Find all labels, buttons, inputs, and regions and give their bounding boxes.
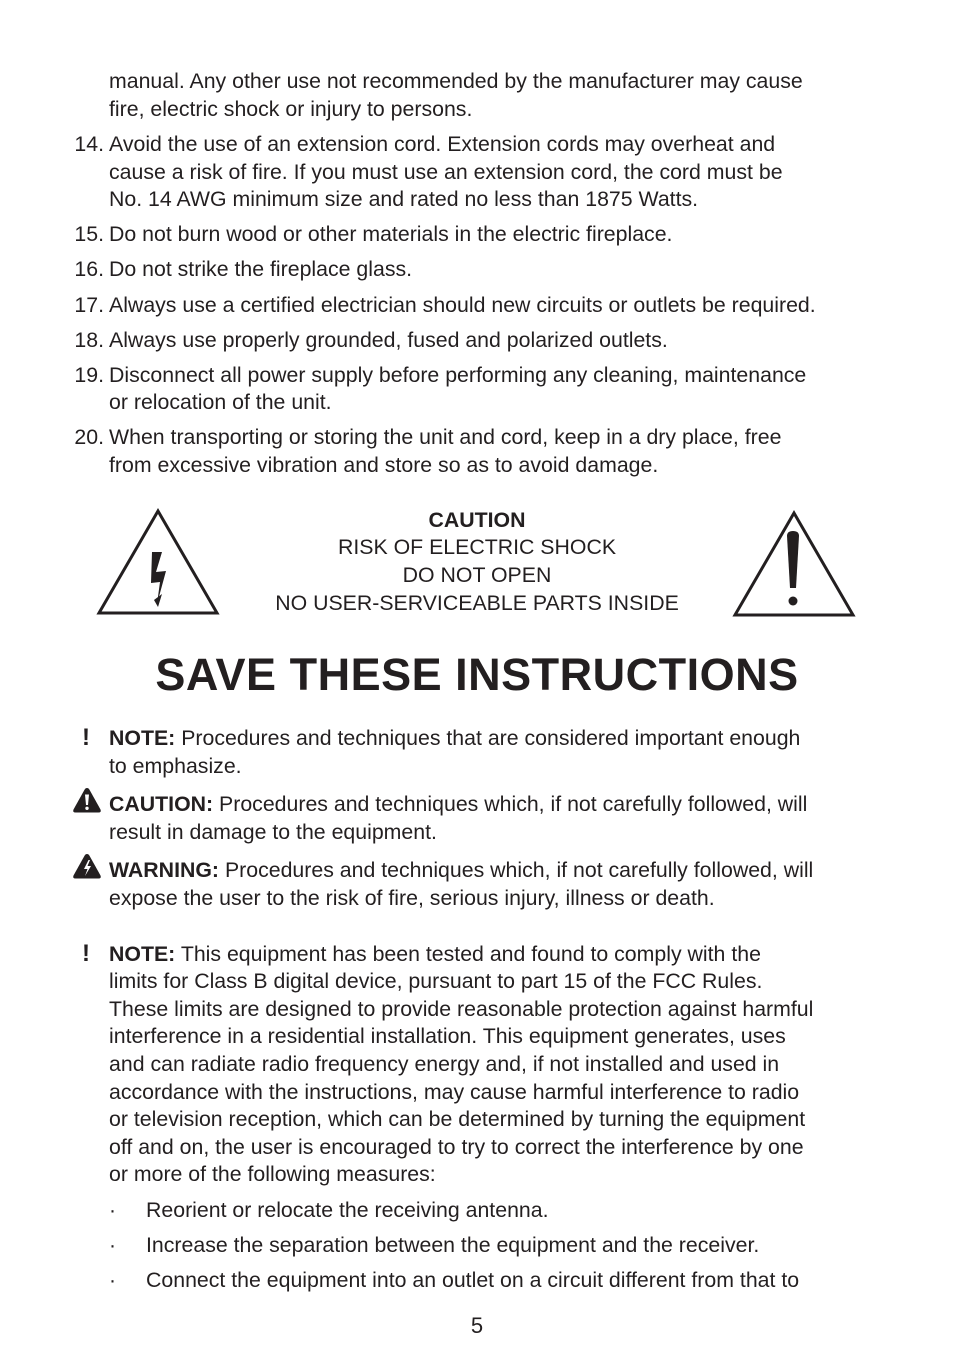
intro-line: manual. Any other use not recommended by the manufacturer may cause [109,69,803,93]
note-text: Procedures and techniques that are considered important enough [181,726,801,750]
item-line: Do not burn wood or other materials in the electric fireplace. [109,222,673,246]
legend-caution-line: result in damage to the equipment. [109,820,437,844]
fcc-note-text: This equipment has been tested and found to comply with the [180,942,761,966]
caution-text: Procedures and techniques which, if not carefully followed, will [219,792,808,816]
item-number: 16. [74,257,104,281]
item-line: from excessive vibration and store so as to avoid damage. [109,453,659,477]
item-number: 18. [74,328,104,352]
item-number: 15. [74,222,104,246]
item-line: or relocation of the unit. [109,390,332,414]
item-number: 17. [74,293,104,317]
item-line: Always use a certified electrician should new circuits or outlets be required. [109,293,816,317]
item-line: Always use properly grounded, fused and polarized outlets. [109,328,668,352]
caution-heading: CAUTION [428,508,526,532]
page-title: SAVE THESE INSTRUCTIONS [155,649,799,700]
fcc-note-label: NOTE: [109,942,176,966]
fcc-note-line: These limits are designed to provide reasonable protection against harmful [109,997,814,1021]
legend-warning-line [109,857,813,885]
intro-line: fire, electric shock or injury to persons. [109,97,473,121]
item-line: No. 14 AWG minimum size and rated no less than 1875 Watts. [109,187,699,211]
fcc-note-line [109,941,761,969]
bullet-item: Connect the equipment into an outlet on a circuit different from that to [146,1268,800,1292]
item-line: cause a risk of fire. If you must use an extension cord, the cord must be [109,160,783,184]
caution-triangle-icon [72,787,102,814]
item-number: 19. [74,363,104,387]
caution-line: NO USER-SERVICEABLE PARTS INSIDE [275,591,679,615]
exclamation-triangle-icon [732,510,856,618]
bullet-dot: · [109,1269,116,1292]
legend-note-line [109,725,800,753]
fcc-note-mark-icon: ! [82,940,90,967]
item-number: 20. [74,425,104,449]
warning-text: Procedures and techniques which, if not carefully followed, will [224,858,814,882]
fcc-note-line: and can radiate radio frequency energy and, if not installed and used in [109,1052,780,1076]
fcc-note-line: interference in a residential installation. This equipment generates, uses [109,1024,786,1048]
fcc-note-line: off and on, the user is encouraged to try to correct the interference by one [109,1135,804,1159]
legend-note-line: to emphasize. [109,754,242,778]
fcc-note-line: limits for Class B digital device, pursuant to part 15 of the FCC Rules. [109,969,763,993]
note-mark-icon: ! [82,724,90,751]
warning-lightning-triangle-icon [72,853,102,880]
bullet-dot: · [109,1199,116,1222]
page-number: 5 [470,1313,484,1338]
item-line: Disconnect all power supply before performing any cleaning, maintenance [109,363,807,387]
caution-label: CAUTION: [109,792,214,816]
warning-label: WARNING: [109,858,220,882]
fcc-note-line: or more of the following measures: [109,1162,436,1186]
item-number: 14. [74,132,104,156]
fcc-note-line: or television reception, which can be determined by turning the equipment [109,1107,806,1131]
fcc-note-line: accordance with the instructions, may cause harmful interference to radio [109,1080,800,1104]
legend-caution-line [109,791,807,819]
bullet-item: Reorient or relocate the receiving antenna. [146,1198,549,1222]
note-label: NOTE: [109,726,176,750]
bullet-dot: · [109,1234,116,1257]
caution-line: DO NOT OPEN [402,563,552,587]
item-line: Do not strike the fireplace glass. [109,257,413,281]
item-line: Avoid the use of an extension cord. Extension cords may overheat and [109,132,776,156]
caution-line: RISK OF ELECTRIC SHOCK [337,535,617,559]
item-line: When transporting or storing the unit and cord, keep in a dry place, free [109,425,782,449]
bullet-item: Increase the separation between the equipment and the receiver. [146,1233,760,1257]
legend-warning-line: expose the user to the risk of fire, serious injury, illness or death. [109,886,715,910]
